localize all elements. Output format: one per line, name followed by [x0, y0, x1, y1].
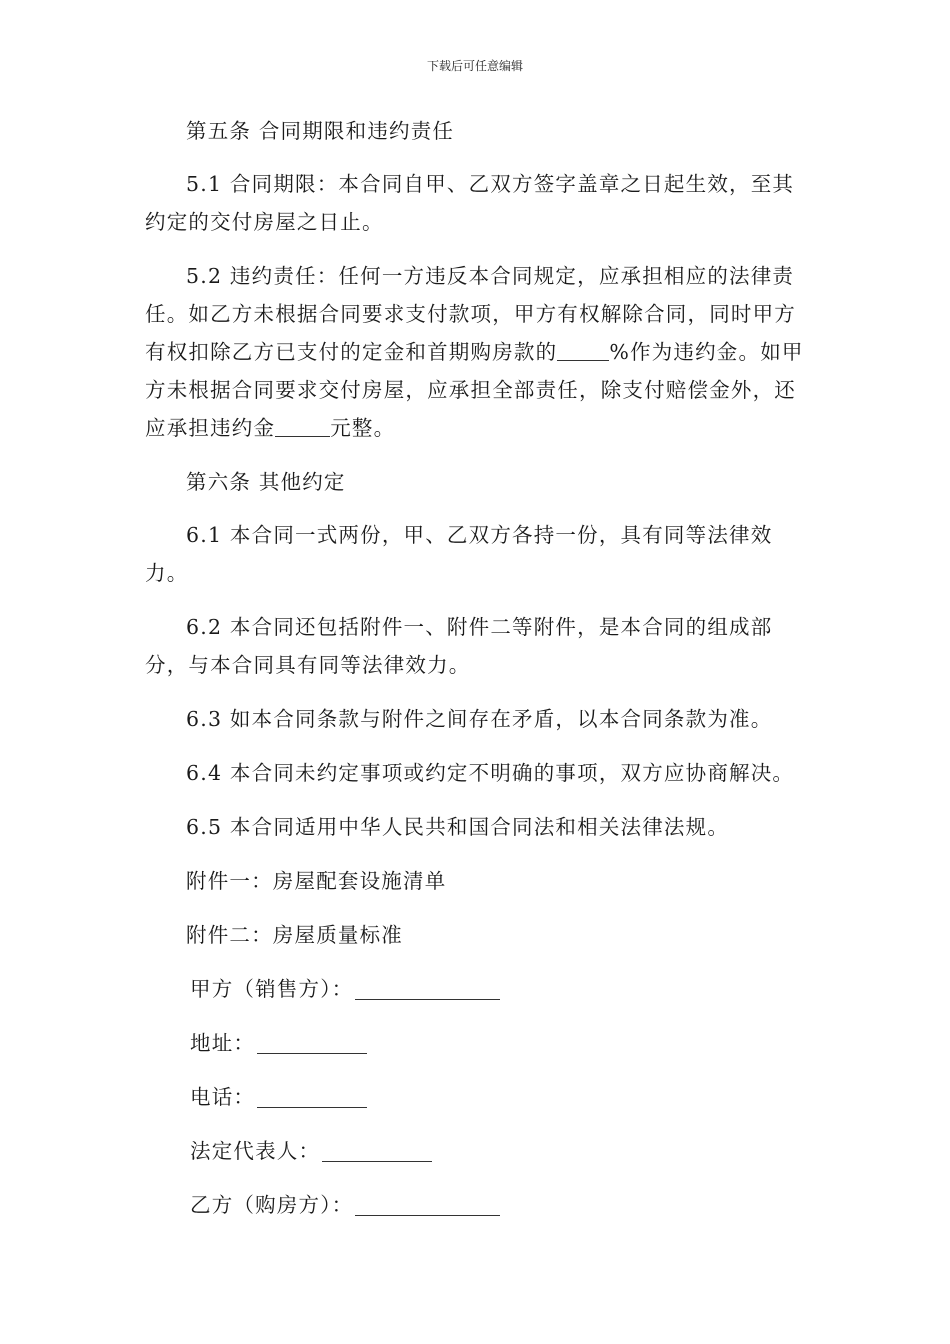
clause-6-3: 6.3 如本合同条款与附件之间存在矛盾，以本合同条款为准。 — [186, 707, 773, 731]
party-b-blank[interactable] — [355, 1197, 500, 1216]
phone-label: 电话： — [190, 1085, 256, 1109]
clause-6-2: 6.2 本合同还包括附件一、附件二等附件，是本合同的组成部分，与本合同具有同等法律效力。 — [145, 615, 773, 677]
party-a-label: 甲方（销售方）： — [190, 977, 354, 1001]
attachment-1: 附件一：房屋配套设施清单 — [186, 869, 447, 893]
clause-5-1: 5.1 合同期限：本合同自甲、乙双方签字盖章之日起生效，至其约定的交付房屋之日止。 — [145, 172, 795, 234]
party-a-field — [145, 970, 810, 1008]
clause-5-2-part-b: %作为违约金。如甲方未根据合同要求交付房屋，应承担全部责任，除支付赔偿金外，还应承担违约金 — [145, 340, 804, 440]
legal-rep-label: 法定代表人： — [190, 1139, 321, 1163]
document-body — [145, 112, 810, 1240]
article-5-title: 第五条 合同期限和违约责任 — [186, 119, 455, 143]
penalty-percent-blank[interactable] — [557, 342, 609, 361]
address-field — [145, 1024, 810, 1062]
address-blank[interactable] — [257, 1035, 367, 1054]
party-a-blank[interactable] — [355, 981, 500, 1000]
clause-6-1: 6.1 本合同一式两份，甲、乙双方各持一份，具有同等法律效力。 — [145, 523, 773, 585]
phone-blank[interactable] — [257, 1089, 367, 1108]
clause-5-2 — [145, 257, 810, 447]
party-b-label: 乙方（购房方）： — [190, 1193, 354, 1217]
penalty-amount-blank[interactable] — [275, 418, 330, 437]
address-label: 地址： — [190, 1031, 256, 1055]
clause-6-5: 6.5 本合同适用中华人民共和国合同法和相关法律法规。 — [186, 815, 730, 839]
article-6-title: 第六条 其他约定 — [186, 470, 346, 494]
clause-6-4: 6.4 本合同未约定事项或约定不明确的事项，双方应协商解决。 — [186, 761, 795, 785]
attachment-2: 附件二：房屋质量标准 — [186, 923, 403, 947]
party-b-field — [145, 1186, 810, 1224]
clause-5-2-part-c: 元整。 — [330, 416, 396, 440]
legal-rep-blank[interactable] — [322, 1143, 432, 1162]
header-note: 下载后可任意编辑 — [426, 59, 523, 73]
phone-field — [145, 1078, 810, 1116]
legal-rep-field — [145, 1132, 810, 1170]
clause-5-2-part-a: 5.2 违约责任：任何一方违反本合同规定，应承担相应的法律责任。如乙方未根据合同要求支付款项，甲方有权解除合同，同时甲方有权扣除乙方已支付的定金和首期购房款的 — [145, 264, 796, 364]
